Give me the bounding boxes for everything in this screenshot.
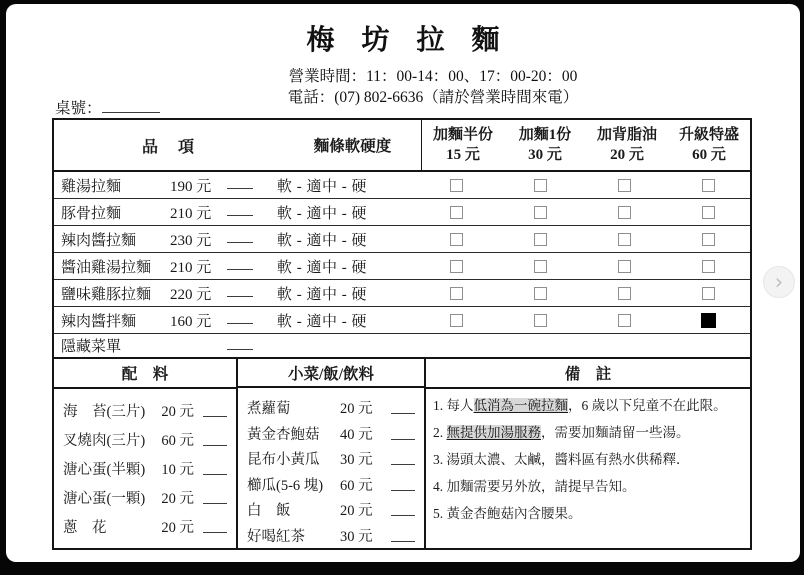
highlighted-text: 無提供加湯服務 bbox=[446, 425, 541, 440]
restaurant-title: 梅 坊 拉 麵 bbox=[306, 25, 510, 56]
quantity-blank bbox=[391, 503, 415, 516]
item-name: 隱藏菜單 bbox=[61, 339, 122, 355]
quantity-blank bbox=[203, 520, 227, 533]
quantity-blank bbox=[391, 478, 415, 491]
addon-checkbox bbox=[618, 179, 631, 192]
table-number-blank bbox=[102, 100, 160, 113]
addon-checkboxes bbox=[414, 226, 750, 252]
col-header-firmness: 麵條軟硬度 bbox=[313, 138, 392, 155]
lower-section bbox=[54, 357, 750, 548]
quantity-blank bbox=[203, 462, 227, 475]
item-name: 辣肉醬拉麵 bbox=[61, 232, 137, 249]
addon-checkbox bbox=[702, 233, 715, 246]
list-item: 叉燒肉(三片) 60 元 bbox=[63, 425, 227, 454]
order-table-header bbox=[54, 120, 750, 172]
addon-checkbox bbox=[702, 179, 715, 192]
addon-checkbox bbox=[618, 233, 631, 246]
addon-checkbox bbox=[534, 287, 547, 300]
sides-column bbox=[238, 359, 426, 548]
list-item: 溏心蛋(一顆) 20 元 bbox=[63, 483, 227, 512]
note-item: 3. 湯頭太濃、太鹹，醬料區有熱水供稀釋． bbox=[433, 452, 690, 467]
firmness-scale: 軟 - 適中 - 硬 bbox=[277, 313, 367, 330]
item-price: 160 元 bbox=[170, 313, 212, 330]
list-item: 昆布小黃瓜 30 元 bbox=[247, 446, 415, 472]
addon-checkbox bbox=[450, 314, 463, 327]
firmness-scale: 軟 - 適中 - 硬 bbox=[277, 232, 367, 249]
addon-checkbox bbox=[534, 179, 547, 192]
note-item: 2. 無提供加湯服務，需要加麵請留一些湯。 bbox=[433, 425, 690, 440]
quantity-blank bbox=[203, 433, 227, 446]
quantity-blank bbox=[391, 427, 415, 440]
quantity-blank bbox=[391, 401, 415, 414]
quantity-blank bbox=[203, 404, 227, 417]
item-price: 190 元 bbox=[170, 178, 212, 195]
list-item: 黃金杏鮑菇 40 元 bbox=[247, 421, 415, 447]
item-price: 220 元 bbox=[170, 286, 212, 303]
item-price: 210 元 bbox=[170, 205, 212, 222]
list-item: 煮蘿蔔 20 元 bbox=[247, 395, 415, 421]
list-item: 海 苔(三片) 20 元 bbox=[63, 396, 227, 425]
col-header-item: 品 項 bbox=[141, 138, 196, 156]
addon-checkbox bbox=[450, 287, 463, 300]
toppings-header: 配 料 bbox=[54, 359, 236, 389]
next-photo-button[interactable] bbox=[763, 266, 795, 298]
addon-checkbox bbox=[534, 206, 547, 219]
list-item: 好喝紅茶 30 元 bbox=[247, 523, 415, 549]
item-name: 雞湯拉麵 bbox=[61, 178, 122, 195]
addon-checkbox bbox=[702, 260, 715, 273]
quantity-blank bbox=[391, 529, 415, 542]
menu-photo bbox=[6, 4, 800, 562]
addon-headers bbox=[421, 120, 750, 170]
addon-checkboxes bbox=[414, 253, 750, 279]
item-name: 醬油雞湯拉麵 bbox=[61, 259, 152, 276]
highlighted-text: 低消為一碗拉麵 bbox=[473, 398, 568, 413]
chevron-right-icon: › bbox=[774, 269, 784, 294]
firmness-scale: 軟 - 適中 - 硬 bbox=[277, 178, 367, 195]
col-header-upgrade: 升級特盛 60 元 bbox=[678, 127, 739, 163]
quantity-blank bbox=[203, 491, 227, 504]
addon-checkbox bbox=[618, 287, 631, 300]
toppings-column bbox=[54, 359, 238, 548]
item-price: 210 元 bbox=[170, 259, 212, 276]
table-row bbox=[54, 199, 750, 226]
list-item: 櫛瓜(5-6 塊) 60 元 bbox=[247, 472, 415, 498]
hours-line: 營業時間：11：00-14：00、17：00-20：00 bbox=[288, 68, 578, 85]
table-number-field bbox=[55, 96, 160, 118]
addon-checkboxes bbox=[414, 280, 750, 306]
note-item: 4. 加麵需要另外放，請提早告知。 bbox=[433, 479, 636, 494]
list-item: 蔥 花 20 元 bbox=[63, 512, 227, 541]
item-price: 230 元 bbox=[170, 232, 212, 249]
notes-header: 備 註 bbox=[426, 359, 750, 389]
firmness-scale: 軟 - 適中 - 硬 bbox=[277, 259, 367, 276]
table-number-label: 桌號： bbox=[55, 100, 102, 117]
quantity-blank bbox=[391, 452, 415, 465]
quantity-blank bbox=[227, 284, 277, 302]
quantity-blank bbox=[227, 311, 277, 329]
note-item: 5. 黃金杏鮑菇內含腰果。 bbox=[433, 506, 582, 521]
addon-checkbox bbox=[534, 314, 547, 327]
addon-checkbox bbox=[702, 206, 715, 219]
item-name: 豚骨拉麵 bbox=[61, 205, 122, 222]
firmness-scale: 軟 - 適中 - 硬 bbox=[277, 286, 367, 303]
addon-checkboxes bbox=[414, 172, 750, 198]
list-item: 白 飯 20 元 bbox=[247, 497, 415, 523]
quantity-blank bbox=[227, 230, 277, 248]
addon-checkbox bbox=[534, 260, 547, 273]
restaurant-info bbox=[66, 66, 800, 108]
phone-line: 電話：(07) 802-6636（請於營業時間來電） bbox=[287, 89, 579, 106]
quantity-blank bbox=[227, 337, 277, 355]
hidden-menu-row bbox=[54, 334, 750, 357]
table-row bbox=[54, 172, 750, 199]
addon-checkbox bbox=[450, 233, 463, 246]
sides-header: 小菜/飯/飲料 bbox=[238, 359, 424, 388]
firmness-scale: 軟 - 適中 - 硬 bbox=[277, 205, 367, 222]
col-header-addon-full: 加麵1份 30 元 bbox=[518, 127, 572, 163]
addon-checkboxes bbox=[414, 307, 750, 333]
item-name: 鹽味雞豚拉麵 bbox=[61, 286, 152, 303]
order-form-table bbox=[52, 118, 752, 550]
addon-checkbox bbox=[450, 179, 463, 192]
addon-checkbox bbox=[702, 287, 715, 300]
addon-checkbox bbox=[618, 314, 631, 327]
quantity-blank bbox=[227, 257, 277, 275]
note-item: 1. 每人低消為一碗拉麵，6 歲以下兒童不在此限。 bbox=[433, 398, 727, 413]
addon-checkboxes bbox=[414, 199, 750, 225]
addon-checkbox-checked bbox=[701, 313, 716, 328]
addon-checkbox bbox=[534, 233, 547, 246]
quantity-blank bbox=[227, 203, 277, 221]
list-item: 溏心蛋(半顆) 10 元 bbox=[63, 454, 227, 483]
quantity-blank bbox=[227, 176, 277, 194]
table-row bbox=[54, 280, 750, 307]
addon-checkbox bbox=[450, 206, 463, 219]
col-header-backfat: 加背脂油 20 元 bbox=[596, 127, 657, 163]
addon-checkbox bbox=[450, 260, 463, 273]
notes-column bbox=[426, 359, 750, 548]
col-header-addon-half: 加麵半份 15 元 bbox=[432, 127, 493, 163]
table-row bbox=[54, 226, 750, 253]
addon-checkbox bbox=[618, 260, 631, 273]
item-name: 辣肉醬拌麵 bbox=[61, 313, 137, 330]
table-row bbox=[54, 253, 750, 280]
addon-checkbox bbox=[618, 206, 631, 219]
table-row bbox=[54, 307, 750, 334]
